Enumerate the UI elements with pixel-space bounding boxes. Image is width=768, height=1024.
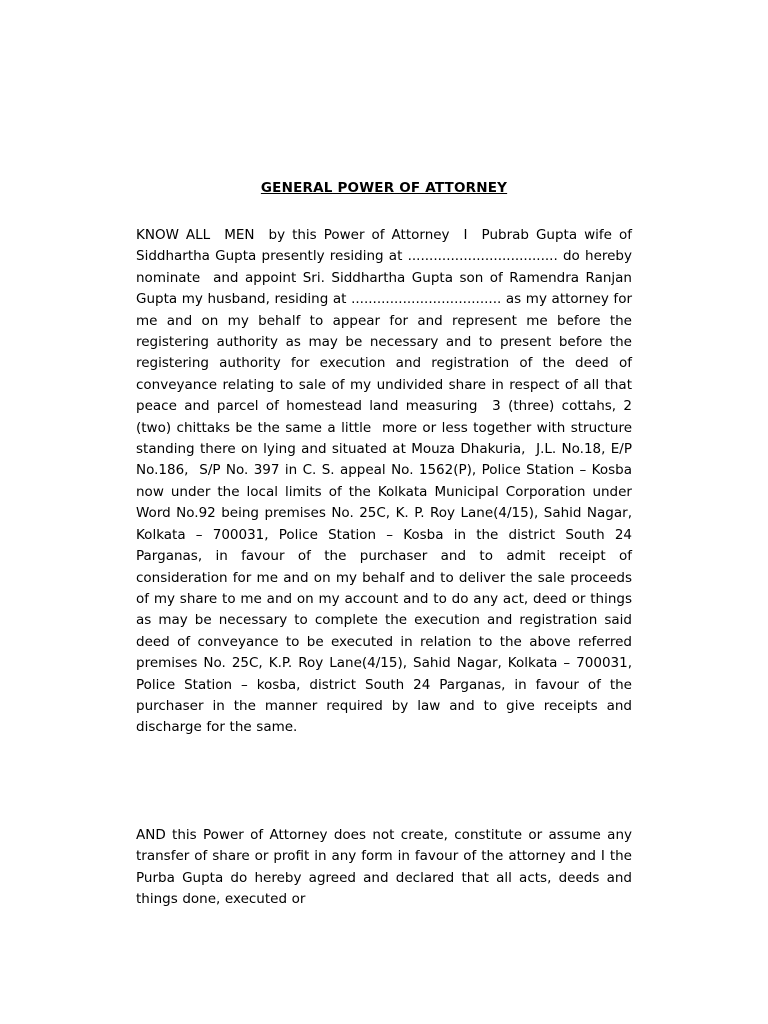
document-title: GENERAL POWER OF ATTORNEY [260, 180, 508, 196]
body-paragraph: KNOW ALL MEN by this Power of Attorney I Pubrab Gupta wife of Siddhartha Gupta presently residing at ................................... do hereby nominate and appoint Sri. Siddhartha Gupta son of Ramendra Ranjan Gupta my husband, residing at ................................... as my attorney for me and on my behalf to appear for and represent me before the registering authority as may be necessary and to present before the registering authority for execution and registration of the deed of conveyance relating to sale of my undivided share in respect of all that peace and parcel of homestead land measuring 3 (three) cottahs, 2 (two) chittaks be the same a little more or less together with structure standing there on lying and situated at Mouza Dhakuria, J.L. No.18, E/P No.186, S/P No. 397 in C. S. appeal No. 1562(P), Police Station – Kosba now under the local limits of the Kolkata Municipal Corporation under Word No.92 being premises No. 25C, K. P. Roy Lane(4/15), Sahid Nagar, Kolkata – 700031, Police Station – Kosba in the district South 24 Parganas, in favour of the purchaser and to admit receipt of consideration for me and on my behalf and to deliver the sale proceeds of my share to me and on my account and to do any act, deed or things as may be necessary to complete the execution and registration said deed of conveyance to be executed in relation to the above referred premises No. 25C, K.P. Roy Lane(4/15), Sahid Nagar, Kolkata – 700031, Police Station – kosba, district South 24 Parganas, in favour of the purchaser in the manner required by law and to give receipts and discharge for the same. [136, 227, 637, 736]
body-paragraph: AND this Power of Attorney does not create, constitute or assume any transfer of share or profit in any form in favour of the attorney and I the Purba Gupta do hereby agreed and declared that all acts, deeds and things done, executed or [136, 827, 637, 908]
